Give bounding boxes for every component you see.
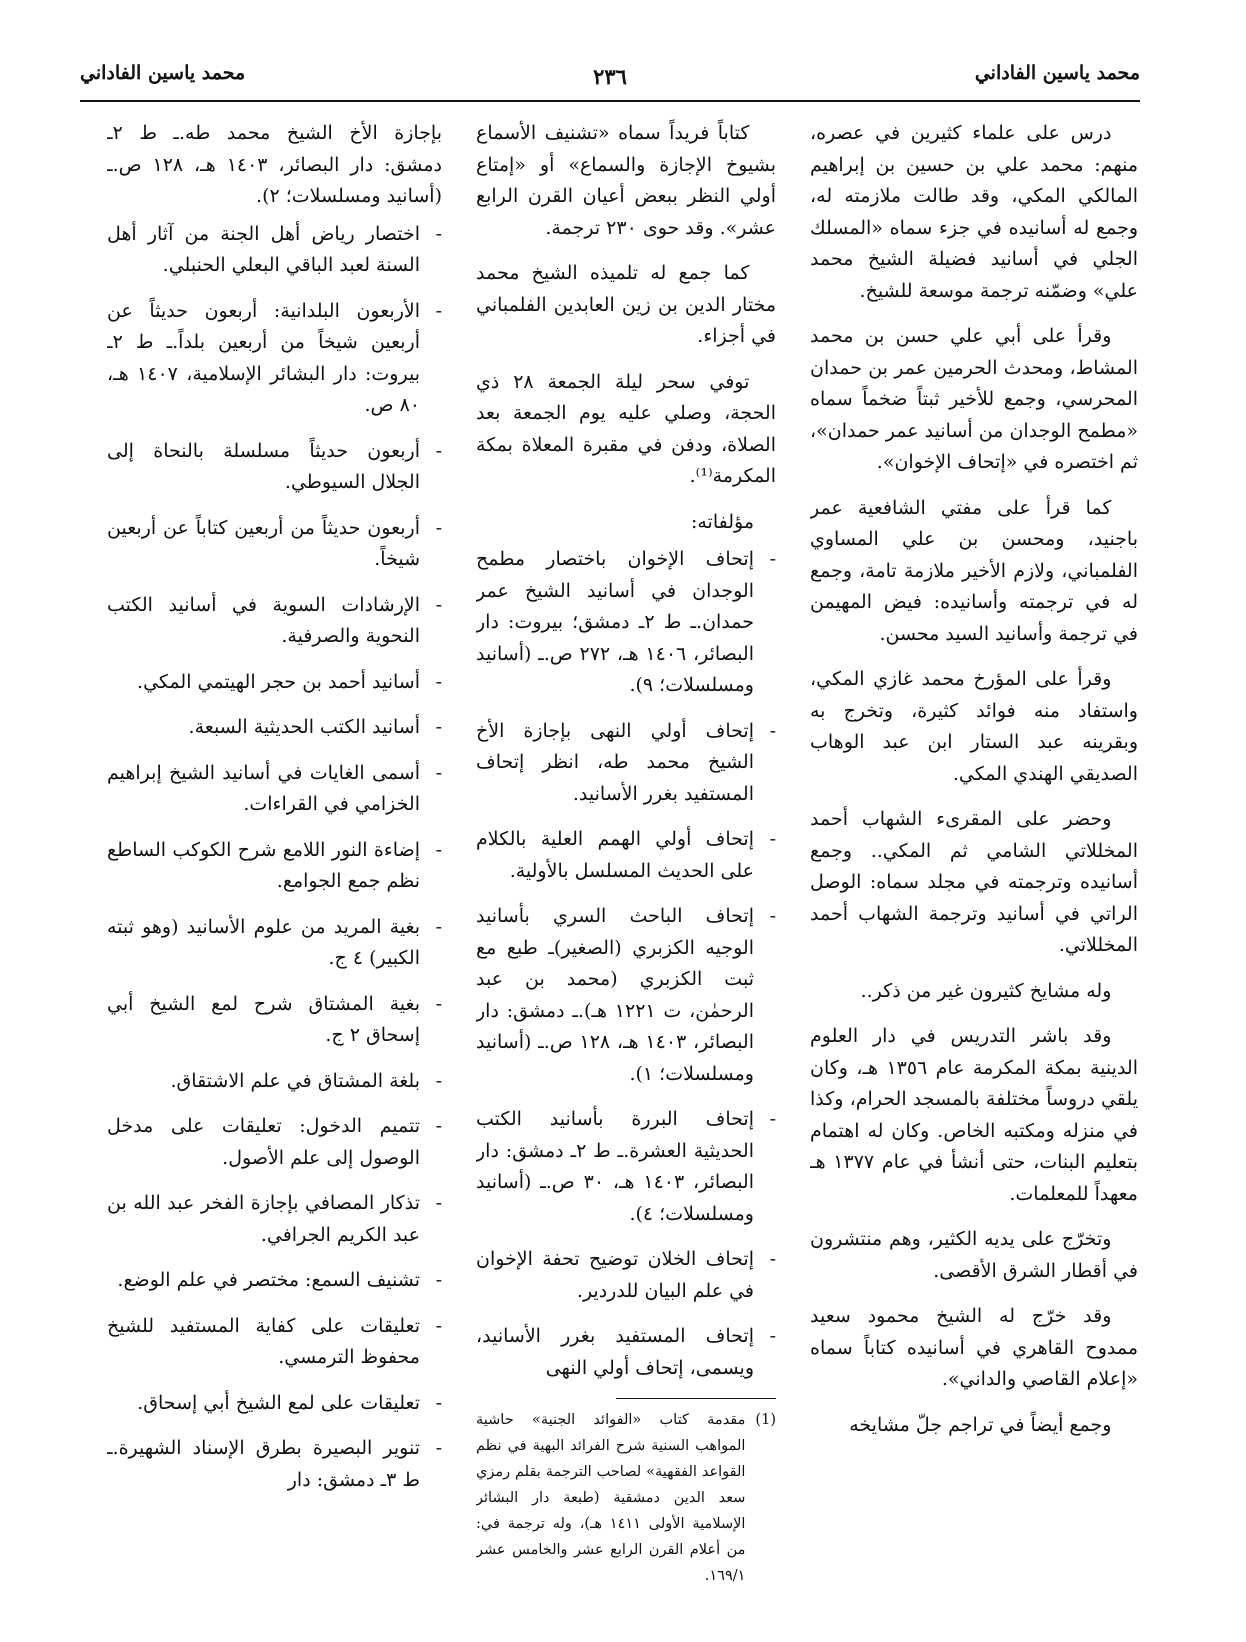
works-list [107, 219, 442, 1497]
work-entry: - تذكار المصافي بإجازة الفخر عبد الله بن عبد الكريم الجرافي. [107, 1188, 442, 1251]
paragraph: كما قرأ على مفتي الشافعية عمر باجنيد، ومحسن بن علي المساوي الفلمباني، ولازم الأخير ملازمة تامة، وجمع له في ترجمته وأسانيده: فيض المهيمن في ترجمة وأسانيد السيد محسن. [810, 496, 1138, 645]
continued-entry: بإجازة الأخ الشيخ محمد طه.ـ ط ٢ـ دمشق: دار البصائر، ١٤٠٣ هـ، ١٢٨ ص.ـ (أسانيد ومسلسلات؛ ٢). [107, 122, 442, 207]
paragraph: وقرأ على أبي علي حسن بن محمد المشاط، ومحدث الحرمين عمر بن حمدان المحرسي، وجمع للأخير ثبتاً ضخماً سماه «مطمح الوجدان من أسانيد عمر حمدان»، ثم اختصره في «إتحاف الإخوان». [810, 325, 1138, 473]
running-title-left: محمد ياسين الفاداني [80, 62, 246, 84]
paragraph: وتخرّج على يديه الكثير، وهم منتشرون في أقطار الشرق الأقصى. [810, 1228, 1138, 1282]
work-entry: - الإرشادات السوية في أسانيد الكتب النحوية والصرفية. [107, 590, 442, 653]
running-title-right: محمد ياسين الفاداني [974, 62, 1140, 84]
work-entry: - بغية المشتاق شرح لمع الشيخ أبي إسحاق ٢ ج. [107, 989, 442, 1052]
footnote-text: مقدمة كتاب «الفوائد الجنية» حاشية المواهب السنية شرح الفرائد البهية في نظم القواعد الفقهية» لصاحب الترجمة بقلم رمزي سعد الدين دمشقية (طبعة دار البشائر الإسلامية الأولى ١٤١١ هـ)، وله ترجمة في: من أعلام القرن الرابع عشر والخامس عشر ١٦٩/١. [476, 1412, 746, 1584]
work-entry: - إضاءة النور اللامع شرح الكوكب الساطع نظم جمع الجوامع. [107, 835, 442, 898]
paragraph: وحضر على المقرىء الشهاب أحمد المخللاتي الشامي ثم المكي.. وجمع أسانيده وترجمته في مجلد سماه: الوصل الراتي في أسانيد وترجمة الشهاب أحمد المخللاتي. [810, 808, 1138, 956]
work-entry: - إتحاف الإخوان باختصار مطمح الوجدان في أسانيد الشيخ عمر حمدان.ـ ط ٢ـ دمشق؛ بيروت: دار البصائر، ١٤٠٦ هـ، ٢٧٢ ص.ـ (أسانيد ومسلسلات؛ ٩). [476, 544, 776, 702]
work-entry: - تتميم الدخول: تعليقات على مدخل الوصول إلى علم الأصول. [107, 1111, 442, 1174]
work-entry: - تشنيف السمع: مختصر في علم الوضع. [107, 1265, 442, 1297]
work-entry: - أسانيد أحمد بن حجر الهيتمي المكي. [107, 667, 442, 699]
work-entry: - اختصار رياض أهل الجنة من آثار أهل السنة لعبد الباقي البعلي الحنبلي. [107, 219, 442, 282]
works-list [476, 544, 776, 1384]
page-header [80, 56, 1140, 102]
paragraph: توفي سحر ليلة الجمعة ٢٨ ذي الحجة، وصلي عليه يوم الجمعة بعد الصلاة، ودفن في مقبرة المعلاة بمكة المكرمة⁽¹⁾. [476, 370, 776, 487]
work-entry: - إتحاف البررة بأسانيد الكتب الحديثية العشرة.ـ ط ٢ـ دمشق: دار البصائر، ١٤٠٣ هـ، ٣٠ ص.ـ (أسانيد ومسلسلات؛ ٤). [476, 1104, 776, 1230]
work-entry: - إتحاف الباحث السري بأسانيد الوجيه الكزبري (الصغير)ـ طبع مع ثبت الكزبري (محمد بن عبد الرحمٰن، ت ١٢٢١ هـ).ـ دمشق: دار البصائر، ١٤٠٣ هـ، ١٢٨ ص.ـ (أسانيد ومسلسلات؛ ١). [476, 901, 776, 1090]
work-entry: - أربعون حديثاً مسلسلة بالنحاة إلى الجلال السيوطي. [107, 436, 442, 499]
paragraph: وجمع أيضاً في تراجم جلّ مشايخه [849, 1413, 1112, 1436]
middle-column [476, 118, 776, 1618]
footnote-divider [616, 1398, 776, 1399]
paragraph: كما جمع له تلميذه الشيخ محمد مختار الدين بن زين العابدين الفلمباني في أجزاء. [476, 262, 776, 347]
paragraph: وله مشايخ كثيرون غير من ذكر.. [860, 979, 1112, 1002]
paragraph: وقد خرّج له الشيخ محمود سعيد ممدوح القاهري في أسانيده كتاباً سماه «إعلام القاصي والداني». [810, 1305, 1138, 1390]
work-entry: - إتحاف أولي الهمم العلية بالكلام على الحديث المسلسل بالأولية. [476, 824, 776, 887]
works-heading: مؤلفاته: [690, 510, 754, 533]
work-entry: - بلغة المشتاق في علم الاشتقاق. [107, 1066, 442, 1098]
page-number: ٢٣٦ [593, 64, 627, 89]
work-entry: - إتحاف المستفيد بغرر الأسانيد، ويسمى، إتحاف أولي النهى [476, 1321, 776, 1384]
paragraph: كتاباً فريداً سماه «تشنيف الأسماع بشيوخ الإجازة والسماع» أو «إمتاع أولي النظر ببعض أعيان القرن الرابع عشر». وقد حوى ٢٣٠ ترجمة. [476, 122, 776, 239]
work-entry: - أربعون حديثاً من أربعين كتاباً عن أربعين شيخاً. [107, 513, 442, 576]
paragraph: درس على علماء كثيرين في عصره، منهم: محمد علي بن حسين بن إبراهيم المالكي المكي، وقد طالت ملازمته له، وجمع له أسانيده في جزء سماه «المسلك الجلي في أسانيد فضيلة الشيخ محمد علي» وضمّنه ترجمة موسعة للشيخ. [810, 122, 1138, 302]
work-entry: - تعليقات على لمع الشيخ أبي إسحاق. [107, 1388, 442, 1420]
work-entry: - إتحاف أولي النهى بإجازة الأخ الشيخ محمد طه، انظر إتحاف المستفيد بغرر الأسانيد. [476, 716, 776, 811]
footnote-mark: (1) [755, 1412, 776, 1428]
work-entry: - أسانيد الكتب الحديثية السبعة. [107, 712, 442, 744]
paragraph: وقد باشر التدريس في دار العلوم الدينية بمكة المكرمة عام ١٣٥٦ هـ، وكان يلقي دروساً مختلفة بالمسجد الحرام، وكذا في منزله ومكتبه الخاص. وكان له اهتمام بتعليم البنات، حتى أنشأ في عام ١٣٧٧ هـ معهداً للمعلمات. [810, 1025, 1138, 1205]
footnote [476, 1407, 776, 1589]
work-entry: - أسمى الغايات في أسانيد الشيخ إبراهيم الخزامي في القراءات. [107, 758, 442, 821]
work-entry: - تنوير البصيرة بطرق الإسناد الشهيرة.ـ ط ٣ـ دمشق: دار [107, 1433, 442, 1496]
work-entry: - إتحاف الخلان توضيح تحفة الإخوان في علم البيان للدردير. [476, 1244, 776, 1307]
paragraph: وقرأ على المؤرخ محمد غازي المكي، واستفاد منه فوائد كثيرة، وتخرج به وبقرينه عبد الستار ابن عبد الوهاب الصديقي الهندي المكي. [810, 668, 1138, 785]
left-column [107, 118, 442, 1618]
right-column [810, 118, 1138, 1618]
work-entry: - تعليقات على كفاية المستفيد للشيخ محفوظ الترمسي. [107, 1311, 442, 1374]
work-entry: - الأربعون البلدانية: أربعون حديثاً عن أربعين شيخاً من أربعين بلداً.ـ ط ٢ـ بيروت: دار البشائر الإسلامية، ١٤٠٧ هـ، ٨٠ ص. [107, 296, 442, 422]
work-entry: - بغية المريد من علوم الأسانيد (وهو ثبته الكبير) ٤ ج. [107, 912, 442, 975]
